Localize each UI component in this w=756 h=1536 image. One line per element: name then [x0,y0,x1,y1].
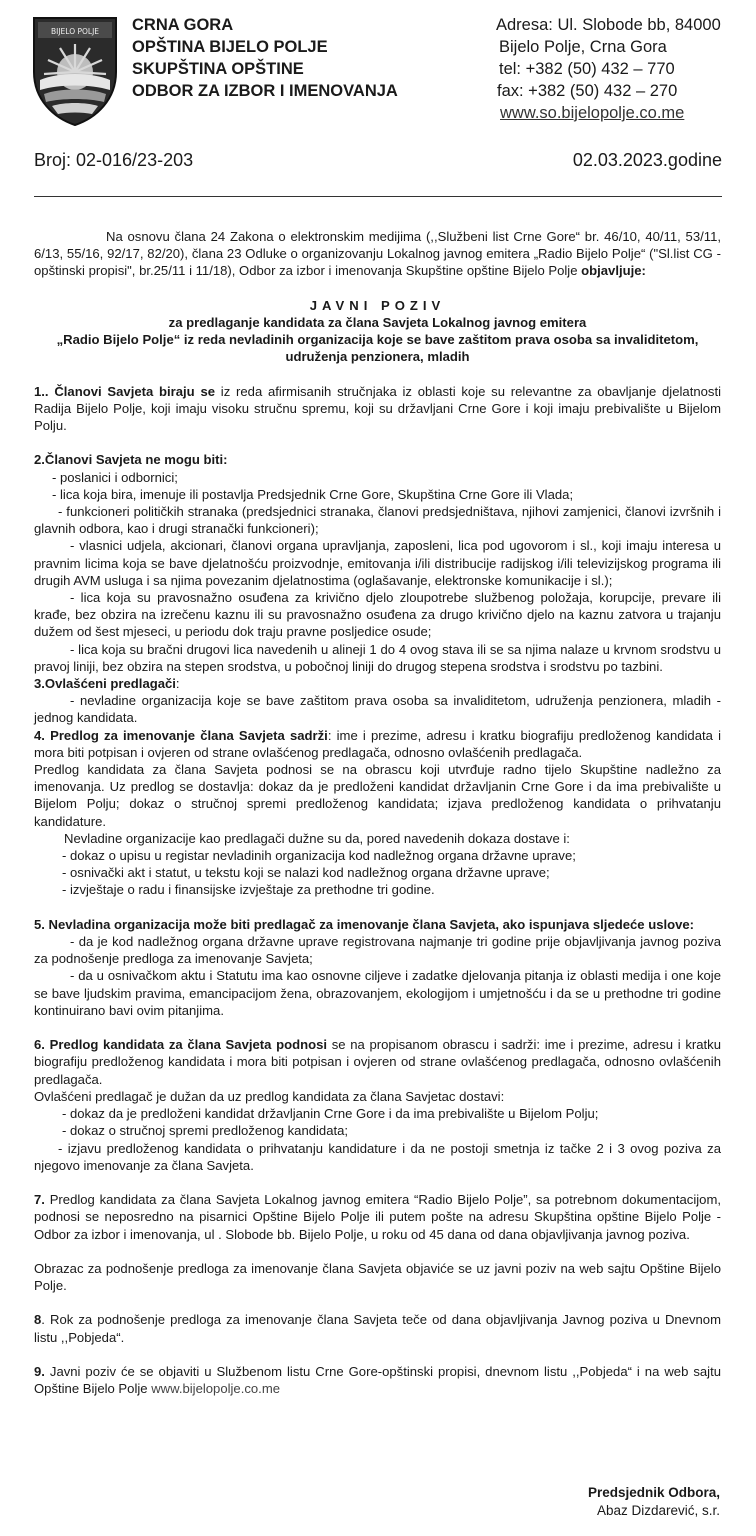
org-line-assembly: SKUPŠTINA OPŠTINE [132,60,304,78]
section-6-item: - dokaz da je predloženi kandidat državljanin Crne Gore i da ima prebivalište u Bijelom Polju; [62,1106,599,1122]
section-2-item: - poslanici i odbornici; [52,469,178,485]
section-6 [34,1036,721,1088]
section-5-item: - da je kod nadležnog organa državne uprave registrovana najmanje tri godine prije objavljivanja javnog poziva za podnošenje predloga za imenovanje Savjeta; [34,934,721,967]
address-phone: tel: +382 (50) 432 – 770 [499,60,675,78]
reference-number: Broj: 02-016/23-203 [34,150,194,170]
section-5-lead-text: 5. Nevladina organizacija može biti predlagač za imenovanje člana Savjeta, ako ispunjava sljedeće uslove: [34,916,695,932]
municipality-crest-icon [30,14,120,128]
signature-title: Predsjednik Odbora, [587,1485,720,1500]
address-block [496,14,721,124]
section-6-item: - izjavu predloženog kandidata o prihvatanju kandidature i da ne postoji smetnja iz tačke 2 i 3 ovog poziva za njegovo imenovanje za člana Savjeta. [34,1140,721,1173]
org-line-committee: ODBOR ZA IZBOR I IMENOVANJA [132,82,398,100]
document-date: 02.03.2023.godine [572,150,722,170]
section-2-item: - lica koja bira, imenuje ili postavlja Predsjednik Crne Gore, Skupština Crne Gore ili Vlada; [52,486,574,502]
section-7-lead: 7. [34,1192,45,1208]
section-3-lead [34,675,721,692]
section-7 [34,1191,721,1243]
intro-text: Na osnovu člana 24 Zakona o elektronskim medijima (,,Službeni list Crne Gore“ br. 46/10, 40/11, 53/11, 6/13, 55/16, 92/17, 82/20), člana 23 Odluke o organizovanju Lokalnog javnog emitera „Radio Bijelo Polje“ ("Sl.list CG - opštinski propisi", br.25/11 i 11/18), Odbor za izbor i imenovanja Skupštine opštine Bijelo Polje [34,229,721,279]
section-6-text: se na propisanom obrascu i sadrži: ime i prezime, adresu i kratku biografiju predloženog kandidata i mora biti potpisan i ovjeren od strane ovlašćenog predlagača, odnosno ovlašćenih predlagača. [34,1037,721,1087]
section-2-lead-text: 2.Članovi Savjeta ne mogu biti: [34,452,228,468]
section-4-text: : ime i prezime, adresu i kratku biografiju predloženog kandidata i mora biti potpisan i ovjeren od strane ovlašćenog predlagača, odnosno ovlašćenih predlagača. [34,727,721,760]
call-subtitle-3: udruženja penzionera, mladih [285,349,470,365]
section-9 [34,1363,721,1397]
section-8 [34,1311,721,1345]
section-4-paragraph-3: Nevladine organizacije kao predlagači dužne su da, pored navedenih dokaza dostave i: [64,830,570,846]
section-7-text: Predlog kandidata za člana Savjeta Lokalnog javnog emitera “Radio Bijelo Polje”, sa potrebnom dokumentacijom, podnosi se neposredno na pisarnici Opštine Bijelo Polje ili putem pošte na adresu Skupština opštine Bijelo Polje - Odbor za izbor i imenovanja, ul . Slobode bb. Bijelo Polje, u roku od 45 dana od dana objavljivanja javnog poziva. [34,1192,721,1242]
section-6-paragraph-2: Ovlašćeni predlagač je dužan da uz predlog kandidata za člana Savjetac dostavi: [34,1088,505,1104]
section-5-lead [34,916,721,933]
section-4-item: - osnivački akt i statut, u tekstu koji se nalazi kod nadležnog organa državne uprave; [62,865,550,881]
website-link-footer[interactable]: www.bijelopolje.co.me [151,1381,281,1397]
section-6-lead: 6. Predlog kandidata za člana Savjeta podnosi [34,1037,328,1053]
address-street: Adresa: Ul. Slobode bb, 84000 [496,16,721,34]
section-1-text: iz reda afirmisanih stručnjaka iz oblasti koje su relevantne za obavljanje djelatnosti Radija Bijelo Polje, koji imaju visoku stručnu spremu, koji su državljani Crne Gore i koji imaju prebivalište u Bijelom Polju. [34,383,721,434]
section-2-lead [34,451,721,468]
section-3-lead-text: 3.Ovlašćeni predlagači [34,676,176,692]
section-8-lead: 8 [34,1312,42,1328]
header-divider [34,196,722,197]
section-2-item: - vlasnici udjela, akcionari, članovi organa upravljanja, zaposleni, lica pod ugovorom i sl., koji imaju interesa u pravnim licima koja se bave djelatnošću proizvodnje, emitovanja i/ili distribucije radijskog i/ili televizijskog programa ili drugih AVM usluga i sa njima povezanim djelatnostima (oglašavanje, elektronske komunikacije i sl.); [34,538,721,588]
signature-name: Abaz Dizdarević, s.r. [596,1503,720,1518]
call-heading: JAVNI POZIV [309,297,446,313]
document-body [34,228,721,1397]
section-2-item: - lica koja su pravosnažno osuđena za krivično djelo zloupotrebe službenog položaja, korupcije, prevare ili krađe, bez obzira na izrečenu kaznu ili su pravosnažno osuđena za drugo krivično djelo na kaznu zatvora u trajanju dužem od šest mjeseci, u periodu dok traju pravne posljedice osude; [34,590,721,640]
address-fax: fax: +382 (50) 432 – 270 [497,82,678,100]
section-4-item: - izvještaje o radu i finansijske izvještaje za prethodne tri godine. [62,882,435,898]
crest-lettering: BIJELO POLJE [50,27,100,36]
section-4-lead: 4. Predlog za imenovanje člana Savjeta sadrži [34,727,328,743]
section-8-text: . Rok za podnošenje predloga za imenovanje člana Savjeta teče od dana objavljivanja Javnog poziva u Dnevnom listu ,,Pobjeda“. [34,1312,721,1345]
section-9-text: Javni poziv će se objaviti u Službenom listu Crne Gore-opštinski propisi, dnevnom listu ,,Pobjeda“ i na web sajtu Opštine Bijelo Polje [34,1364,721,1397]
section-2-item: - funkcioneri političkih stranaka (predsjednici stranaka, članovi predsjedništava, njihovi zamjenici, članovi izvršnih i glavnih odbora, kao i drugi stranački funkcioneri); [34,504,721,537]
section-2-item: - lica koja su bračni drugovi lica navedenih u alineji 1 do 4 ovog stava ili se sa njima nalaze u krvnom srodstvu u pravoj liniji, bez obzira na stepen srodstva, u pobočnoj liniji do drugog stepena srodstva i srodstvu po tazbini. [34,641,721,674]
section-1-lead: 1.. Članovi Savjeta biraju se [34,383,216,399]
organization-block [132,14,398,102]
section-9-lead: 9. [34,1364,45,1380]
section-3-text: - nevladine organizacija koje se bave zaštitom prava osoba sa invaliditetom, udruženja penzionera, mladih - jednog kandidata. [34,693,721,726]
section-1 [34,383,721,435]
section-4-paragraph-2: Predlog kandidata za člana Savjeta podnosi se na obrascu koji utvrđuje radno tijelo Skupštine nadležno za imenovanja. Uz predlog se dostavlja: dokaz da je predloženi kandidat državljanin Crne Gore i da ima prebivalište u Bijelom Polju; dokaz o stručnoj spremi predloženog kandidata; izjava predloženog kandidata o prihvatanju kandidature. [34,762,721,829]
section-4 [34,727,721,761]
call-subtitle-1: za predlaganje kandidata za člana Savjeta Lokalnog javnog emitera [168,314,587,330]
call-subtitle-2: „Radio Bijelo Polje“ iz reda nevladinih organizacija koje se bave zaštitom prava osoba sa invaliditetom, [56,332,699,348]
section-3-colon: : [175,676,180,692]
section-4-item: - dokaz o upisu u registar nevladinih organizacija kod nadležnog organa državne uprave; [62,848,576,864]
org-line-municipality: OPŠTINA BIJELO POLJE [132,38,328,56]
section-5-item: - da u osnivačkom aktu i Statutu ima kao osnovne ciljeve i zadatke djelovanja pitanja iz oblasti medija i one koje se bave ljudskim pravima, emancipacijom žena, obrazovanjem, ekologijom i umjetnošću i da se u prethodne tri godine kontinuirano bavi ovim pitanjima. [34,968,721,1018]
section-7-paragraph-2: Obrazac za podnošenje predloga za imenovanje člana Savjeta objaviće se uz javni poziv na web sajtu Opštine Bijelo Polje. [34,1260,721,1294]
website-link[interactable]: www.so.bijelopolje.co.me [500,104,685,122]
section-6-item: - dokaz o stručnoj spremi predloženog kandidata; [62,1123,349,1139]
intro-bold: objavljuje: [577,263,646,279]
signature-block [588,1484,720,1520]
address-city: Bijelo Polje, Crna Gora [499,38,667,56]
org-line-country: CRNA GORA [132,16,234,34]
intro-paragraph [34,228,721,280]
